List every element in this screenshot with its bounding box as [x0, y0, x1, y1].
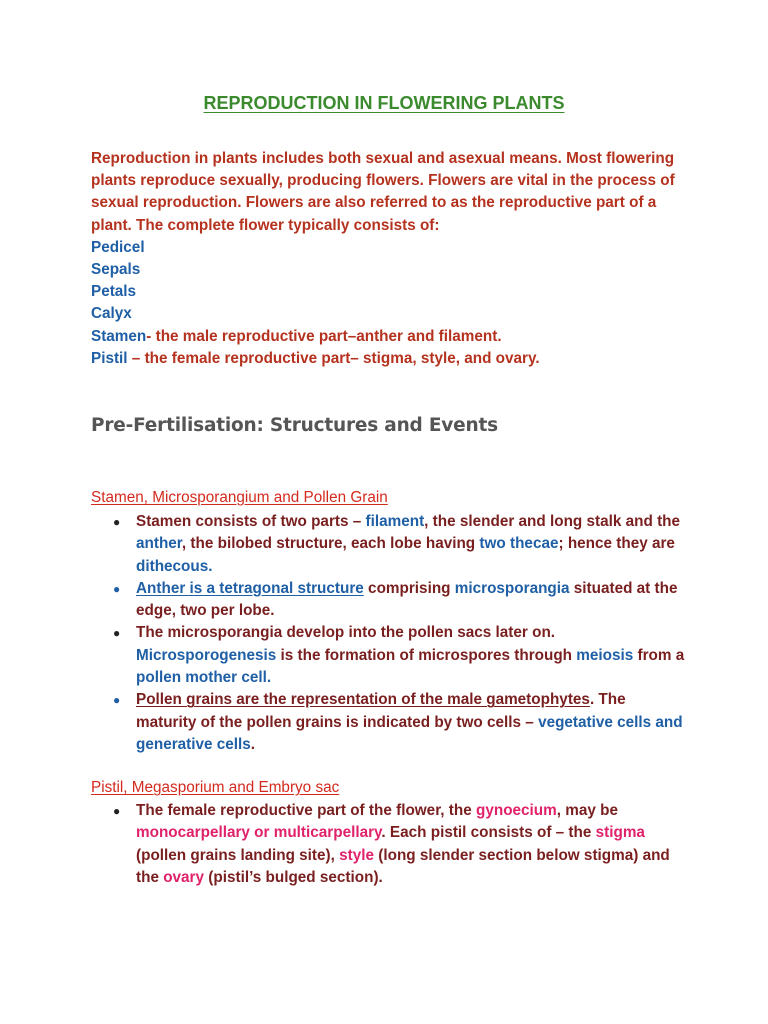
bullet-icon: ●: [113, 804, 121, 818]
bullet-icon: ●: [113, 626, 121, 641]
stamen-desc: - the male reproductive part–anther and filament.: [146, 327, 502, 345]
part-sepals: Sepals: [91, 261, 141, 279]
term-style: style: [339, 846, 374, 864]
pistil-bullet-list: [110, 800, 690, 889]
list-item: ● Anther is a tetragonal structure comprising microsporangia situated at the edge, two per lobe.: [113, 579, 678, 620]
term-dithecous: dithecous: [136, 557, 209, 575]
term-gynoecium: gynoecium: [476, 802, 557, 819]
term-filament: filament: [365, 513, 425, 530]
part-stamen: [91, 326, 691, 348]
term-stigma: stigma: [595, 824, 645, 842]
term-pollen-mother-cell: pollen mother cell: [136, 669, 267, 687]
part-petals: Petals: [91, 283, 137, 301]
part-pistil: [91, 348, 691, 370]
document-title: REPRODUCTION IN FLOWERING PLANTS: [203, 93, 565, 113]
term-microsporangia: microsporangia: [454, 579, 570, 597]
term-microsporogenesis: Microsporogenesis: [136, 646, 277, 664]
term-two-thecae: two thecae: [479, 535, 559, 553]
term-carpellary: monocarpellary or multicarpellary: [136, 824, 382, 842]
stamen-term: Stamen: [91, 327, 147, 345]
list-item: ● Stamen consists of two parts – filament, the slender and long stalk and the anther, the bilobed structure, each lobe having two thecae; hence they are dithecous.: [113, 513, 681, 575]
part-pedicel: Pedicel: [91, 238, 145, 256]
section-heading: Pre-Fertilisation: Structures and Events: [91, 415, 498, 436]
stamen-bullet-list: [110, 511, 690, 756]
bullet-icon: ●: [113, 693, 121, 708]
term-anther: anther: [136, 535, 182, 553]
stamen-section-heading: Stamen, Microsporangium and Pollen Grain: [91, 489, 388, 506]
pistil-section-heading: Pistil, Megasporium and Embryo sac: [91, 779, 340, 796]
list-item: ● The female reproductive part of the flower, the gynoecium, may be monocarpellary or multicarpellary. Each pistil consists of – the stigma (pollen grains landing site), style (long slender section below stigma) and the ovary (pistil’s bulged section).: [113, 802, 670, 886]
term-vegetative-generative: vegetative cells and generative cells: [136, 713, 683, 753]
pistil-term: Pistil: [91, 349, 128, 367]
intro-block: [91, 148, 691, 370]
list-item: ● Pollen grains are the representation of the male gametophytes. The maturity of the pollen grains is indicated by two cells – vegetative cells and generative cells.: [113, 691, 683, 753]
term-tetragonal: Anther is a tetragonal structure: [136, 579, 364, 597]
pistil-desc: – the female reproductive part– stigma, style, and ovary.: [127, 349, 540, 367]
bullet-icon: ●: [113, 515, 121, 529]
term-pollen-grains: Pollen grains are the representation of the male gametophytes: [136, 691, 590, 709]
part-calyx: Calyx: [91, 305, 132, 323]
term-ovary: ovary: [163, 868, 205, 886]
list-item: ● The microsporangia develop into the pollen sacs later on. Microsporogenesis is the formation of microspores through meiosis from a pollen mother cell.: [113, 624, 685, 687]
bullet-icon: ●: [113, 581, 121, 596]
intro-paragraph: Reproduction in plants includes both sexual and asexual means. Most flowering plants reproduce sexually, producing flowers. Flowers are vital in the process of sexual reproduction. Flowers are also referred to as the reproductive part of a plant. The complete flower typically consists of:: [91, 150, 675, 234]
term-meiosis: meiosis: [576, 646, 634, 664]
